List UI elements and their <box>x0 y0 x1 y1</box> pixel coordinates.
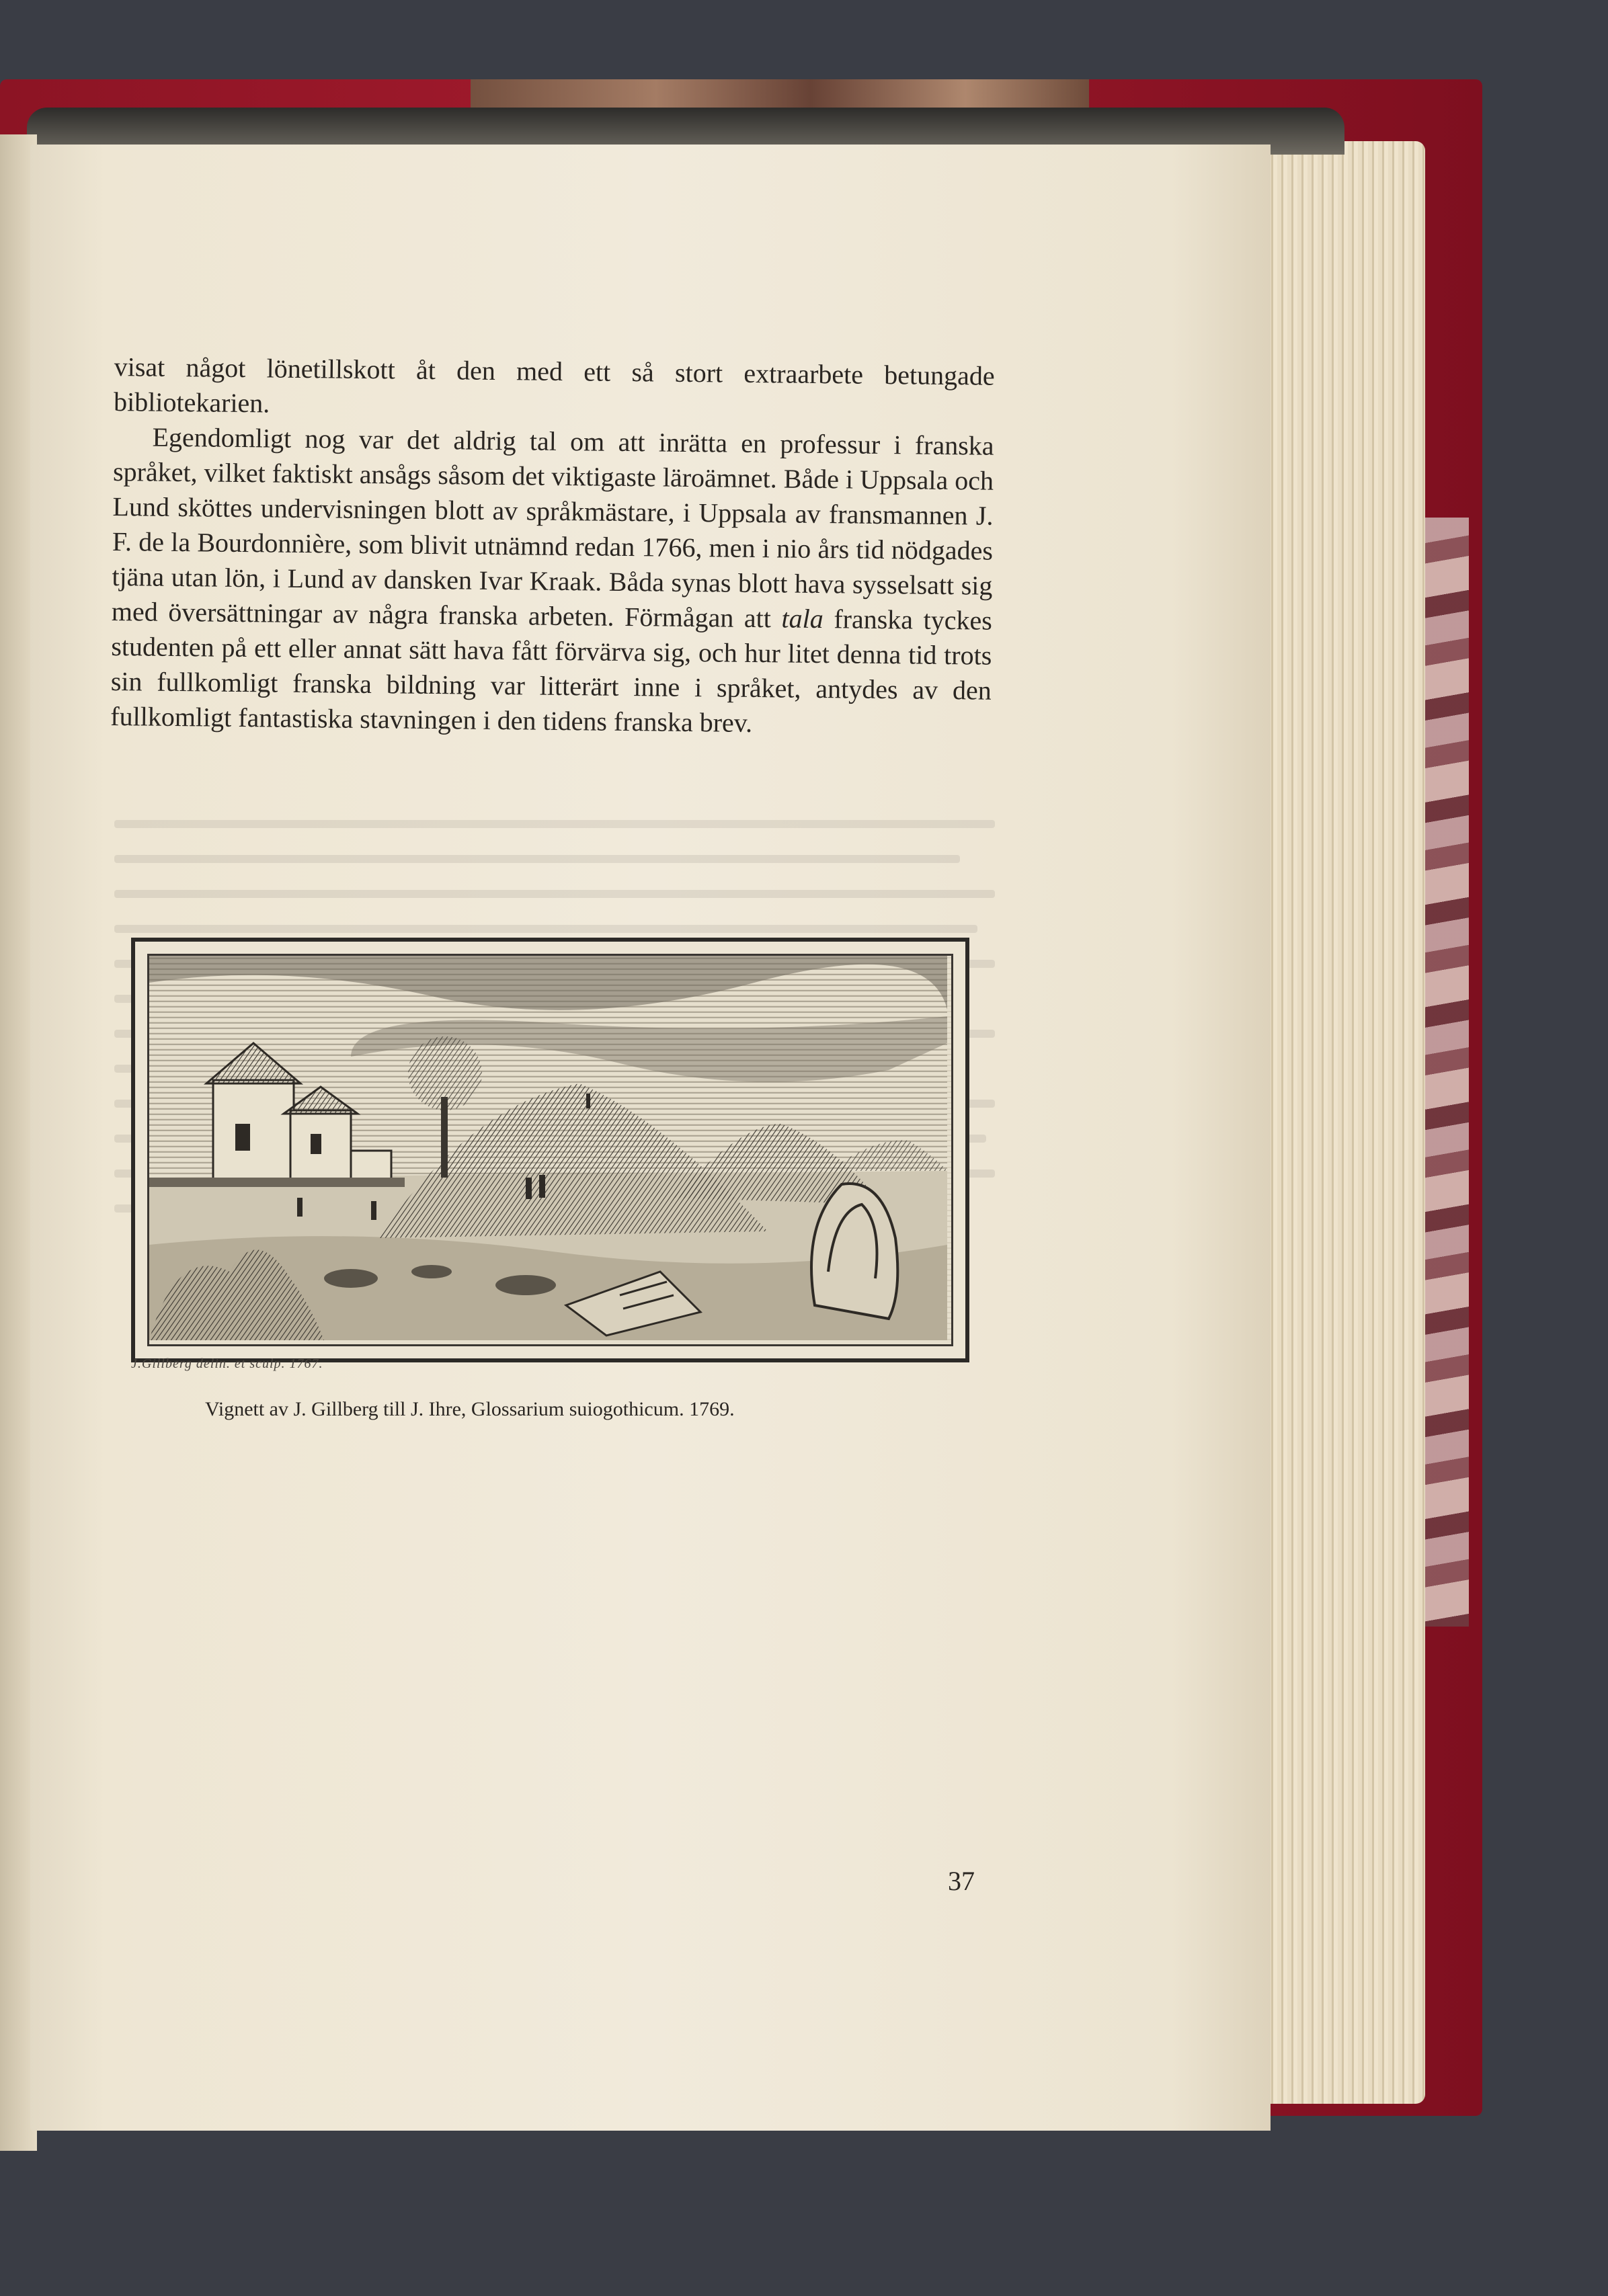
body-text <box>110 350 995 743</box>
page-number: 37 <box>948 1866 975 1896</box>
paragraph-2-part-1: Egendomligt nog var det aldrig tal om att inrätta en professur i franska språket, vilket faktiskt ansågs såsom det viktigaste läroämnet. Både i Uppsala och Lund sköttes undervisningen blott av språkmästare, i Uppsala av fransmannen J. F. de la Bourdonnière, som blivit utnämnd redan 1766, men i nio års tid nödgades tjäna utan lön, i Lund av dansken Ivar Kraak. Båda synas blott hava sysselsatt sig med översättningar av några franska arbeten. Förmågan att <box>111 421 994 634</box>
paragraph-1: visat något lönetillskott åt den med ett så stort extraarbete betungade bibliotekarien. <box>113 351 995 419</box>
paragraph-2-italic: tala <box>781 603 823 634</box>
page-block-edges <box>1257 141 1425 2104</box>
engraving-plate <box>131 938 969 1362</box>
paragraph-2-part-2: franska tyckes studenten på ett eller annat sätt hava fått förvärva sig, och hur litet denna tid trots sin fullkomligt franska bildning var litterärt inne i språket, antydes av den fullkomligt fantastiska stavningen i den tidens franska brev. <box>110 604 993 738</box>
paragraph-2 <box>110 419 994 743</box>
engraving-image <box>147 954 953 1346</box>
illustration-caption: Vignett av J. Gillberg till J. Ihre, Glossarium suiogothicum. 1769. <box>205 1398 735 1420</box>
engraving-landscape-illustration <box>149 956 947 1340</box>
engraving-signature: J.Gillberg delin. et sculp. 1767. <box>131 1356 323 1371</box>
